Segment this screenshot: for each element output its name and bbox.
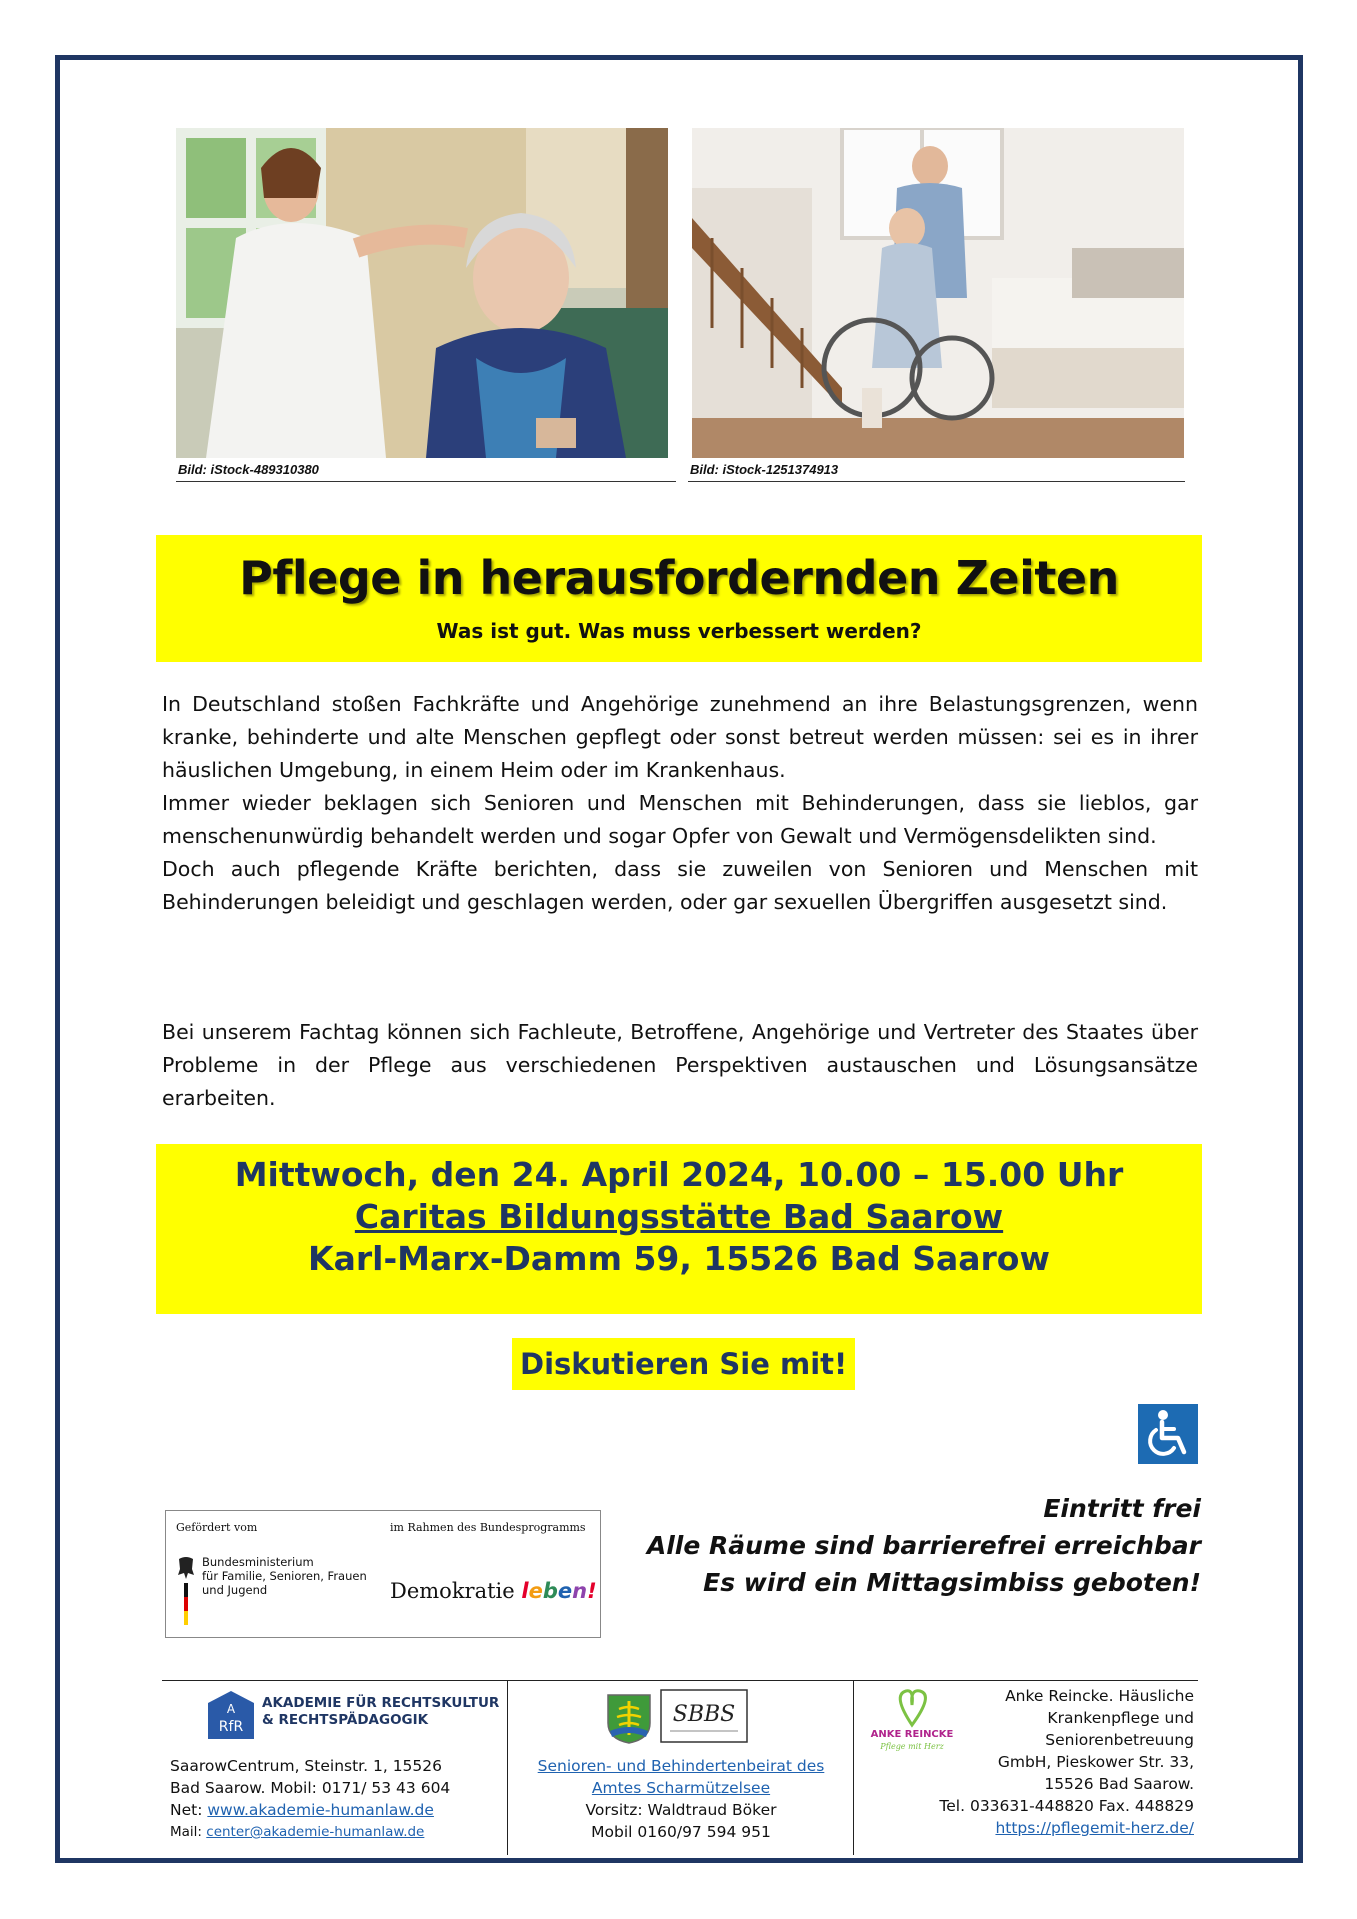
funding-label: Gefördert vom: [176, 1521, 258, 1534]
akademie-contact: [162, 1681, 508, 1855]
svg-text:SBBS: SBBS: [672, 1702, 736, 1727]
beirat-details: Senioren- und Behindertenbeirat des Amtes Scharmützelsee Vorsitz: Waldtraud Böker Mobil 0160/97 594 951: [508, 1755, 854, 1843]
photo-caption: Bild: iStock-1251374913: [688, 460, 1185, 482]
website-link[interactable]: https://pflegemit-herz.de/: [995, 1819, 1194, 1837]
wheelchair-icon: [1138, 1404, 1198, 1464]
footer: [162, 1680, 1198, 1854]
photo-caregiver-elderly-woman: [176, 128, 668, 458]
event-date: Mittwoch, den 24. April 2024, 10.00 – 15.00 Uhr: [234, 1155, 1124, 1194]
beirat-name-link[interactable]: Amtes Scharmützelsee: [591, 1779, 771, 1797]
svg-text:Pflege mit Herz: Pflege mit Herz: [880, 1742, 944, 1751]
svg-text:A: A: [226, 1702, 236, 1716]
intro-text: [162, 688, 1198, 919]
svg-text:RfR: RfR: [218, 1719, 244, 1735]
admission-note: Eintritt frei: [1043, 1494, 1201, 1523]
svg-text:ANKE REINCKE: ANKE REINCKE: [870, 1729, 954, 1740]
federal-eagle-icon: [176, 1555, 196, 1627]
anke-address: Anke Reincke. Häusliche Krankenpflege und Seniorenbetreuung GmbH, Pieskower Str. 33, 15526 Bad Saarow.: [997, 1687, 1194, 1793]
page-title: Pflege in herausfordernden Zeiten: [239, 551, 1119, 605]
website-link[interactable]: www.akademie-humanlaw.de: [207, 1801, 434, 1819]
event-notes: [647, 1490, 1201, 1601]
paragraph: In Deutschland stoßen Fachkräfte und Angehörige zunehmend an ihre Belastungsgrenzen, wenn kranke, behinderte und alte Menschen gepflegt oder sonst betreut werden müssen: sei es in ihrer häuslichen Umgebung, in einem Heim oder im Krankenhaus.: [162, 692, 1198, 782]
demokratie-leben-logo: Demokratie leben!: [390, 1579, 597, 1603]
event-address: Karl-Marx-Damm 59, 15526 Bad Saarow: [308, 1239, 1050, 1278]
beirat-name-link[interactable]: Senioren- und Behindertenbeirat des: [537, 1757, 825, 1775]
anke-reincke-logo-icon: [862, 1685, 962, 1755]
akademie-address: SaarowCentrum, Steinstr. 1, 15526 Bad Saarow. Mobil: 0171/ 53 43 604 Net: www.akademie-humanlaw.de Mail: center@akademie-humanlaw.de: [170, 1757, 451, 1840]
call-to-action: Diskutieren Sie mit!: [512, 1338, 855, 1390]
sbbs-logo-icon: [660, 1689, 748, 1743]
title-banner: [156, 535, 1202, 662]
event-details-banner: [156, 1144, 1202, 1314]
page-subtitle: Was ist gut. Was muss verbessert werden?: [436, 619, 922, 643]
accessibility-note: Alle Räume sind barrierefrei erreichbar: [646, 1531, 1201, 1560]
program-label: im Rahmen des Bundesprogramms: [390, 1521, 586, 1534]
paragraph: Doch auch pflegende Kräfte berichten, dass sie zuweilen von Senioren und Menschen mit Behinderungen beleidigt und geschlagen werden, oder gar sexuellen Übergriffen ausgesetzt sind.: [162, 857, 1198, 914]
lunch-note: Es wird ein Mittagsimbiss geboten!: [703, 1568, 1201, 1597]
paragraph: Bei unserem Fachtag können sich Fachleute, Betroffene, Angehörige und Vertreter des Staates über Probleme in der Pflege aus verschiedenen Perspektiven austauschen und Lösungsansätze erarbeiten.: [162, 1020, 1198, 1110]
photo-wheelchair-couple: [692, 128, 1184, 458]
akademie-logo-icon: [206, 1689, 256, 1741]
paragraph: Immer wieder beklagen sich Senioren und Menschen mit Behinderungen, dass sie lieblos, gar menschenunwürdig behandelt werden und sogar Opfer von Gewalt und Vermögensdelikten sind.: [162, 791, 1198, 848]
municipal-crest-icon: [606, 1693, 652, 1745]
email-link[interactable]: center@akademie-humanlaw.de: [206, 1824, 425, 1840]
funding-notice: [165, 1510, 601, 1638]
event-description: [162, 1016, 1198, 1115]
event-venue: Caritas Bildungsstätte Bad Saarow: [354, 1197, 1004, 1236]
ministry-name: Bundesministerium für Familie, Senioren, Frauen und Jugend: [202, 1555, 367, 1597]
anke-contact-info: Tel. 033631-448820 Fax. 448829 https://pflegemit-herz.de/: [939, 1797, 1194, 1837]
akademie-name: AKADEMIE FÜR RECHTSKULTUR & RECHTSPÄDAGOGIK: [262, 1695, 500, 1728]
anke-reincke-contact: [854, 1681, 1198, 1855]
photo-caption: Bild: iStock-489310380: [176, 460, 676, 482]
beirat-contact: [508, 1681, 854, 1855]
